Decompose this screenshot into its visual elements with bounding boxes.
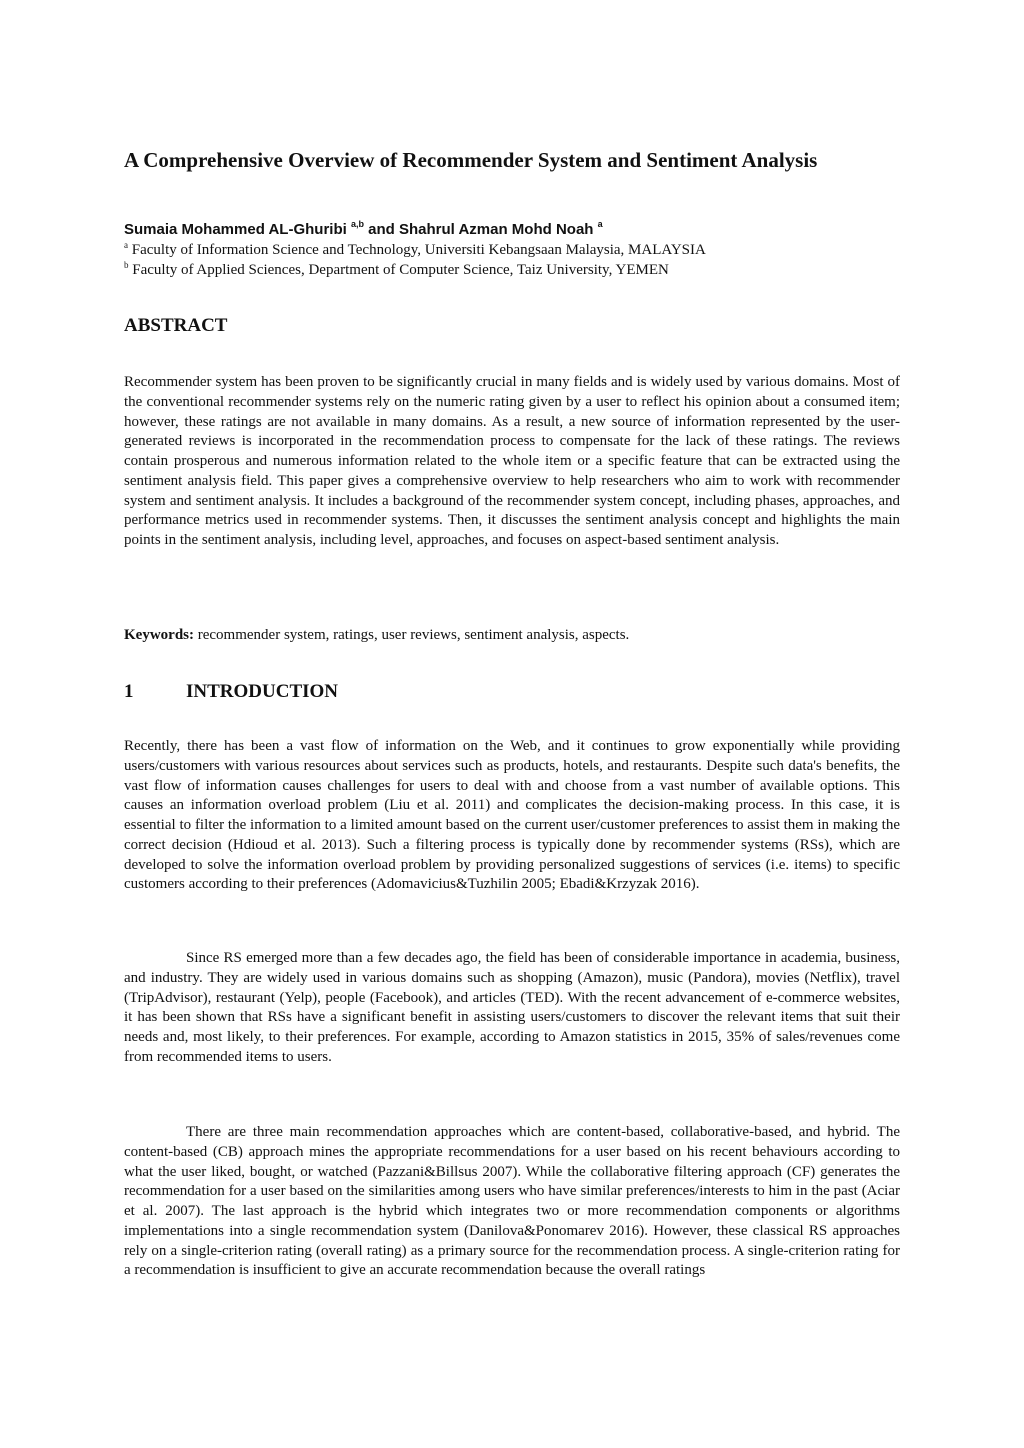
affiliation-mark: b bbox=[124, 260, 129, 270]
author-line bbox=[124, 220, 900, 240]
section-title: INTRODUCTION bbox=[186, 681, 339, 702]
author-name: Sumaia Mohammed AL-Ghuribi bbox=[124, 221, 347, 238]
body-paragraph: Recently, there has been a vast flow of information on the Web, and it continues to grow exponentially while providing users/customers with various resources about services such as products, hotels, and restaurants. Despite such data's benefits, the vast flow of information causes challenges for users to deal with and choose from a vast number of available options. This causes an information overload problem (Liu et al. 2011) and complicates the decision-making process. In this case, it is essential to filter the information to a limited amount based on the current user/customer preferences to assist them in making the correct decision (Hdioud et al. 2013). Such a filtering process is typically done by recommender systems (RSs), which are developed to solve the information overload problem by providing personalized suggestions of services (i.e. items) to specific customers according to their preferences (Adomavicius&Tuzhilin 2005; Ebadi&Krzyzak 2016). bbox=[124, 738, 900, 893]
section-number: 1 bbox=[124, 681, 134, 702]
author-joiner: and bbox=[368, 221, 395, 238]
section-heading bbox=[124, 680, 900, 704]
keywords-label: Keywords: bbox=[124, 627, 194, 643]
paper-title: A Comprehensive Overview of Recommender System and Sentiment Analysis bbox=[124, 148, 818, 172]
author-affil-mark: a bbox=[597, 219, 603, 229]
affiliation bbox=[124, 240, 900, 260]
affiliation-mark: a bbox=[124, 240, 128, 250]
author-name: Shahrul Azman Mohd Noah bbox=[399, 221, 594, 238]
body-paragraph: There are three main recommendation approaches which are content-based, collaborative-based, and hybrid. The content-based (CB) approach mines the appropriate recommendations for a user based on his recent behaviours according to what the user liked, bought, or watched (Pazzani&Billsus 2007). While the collaborative filtering approach (CF) generates the recommendation for a user based on the similarities among users who have similar preferences/interests to him in the past (Aciar et al. 2007). The last approach is the hybrid which integrates two or more recommendation components or algorithms implementations into a single recommendation system (Danilova&Ponomarev 2016). However, these classical RS approaches rely on a single-criterion rating (overall rating) as a primary source for the recommendation process. A single-criterion rating for a recommendation is insufficient to give an accurate recommendation because the overall ratings bbox=[124, 1124, 900, 1279]
author-affil-mark: a,b bbox=[350, 219, 364, 229]
keywords bbox=[124, 625, 900, 645]
keywords-text: recommender system, ratings, user reviews, sentiment analysis, aspects. bbox=[197, 627, 630, 643]
abstract-text: Recommender system has been proven to be significantly crucial in many fields and is widely used by various domains. Most of the conventional recommender systems rely on the numeric rating given by a user to reflect his opinion about a consumed item; however, these ratings are not available in many domains. As a result, a new source of information represented by the user-generated reviews is incorporated in the recommendation process to compensate for the lack of these ratings. The reviews contain prosperous and numerous information related to the whole item or a specific feature that can be extracted using the sentiment analysis field. This paper gives a comprehensive overview to help researchers who aim to work with recommender system and sentiment analysis. It includes a background of the recommender system concept, including phases, approaches, and performance metrics used in recommender systems. Then, it discusses the sentiment analysis concept and highlights the main points in the sentiment analysis, including level, approaches, and focuses on aspect-based sentiment analysis. bbox=[124, 374, 900, 548]
affiliation bbox=[124, 260, 900, 280]
affiliation-text: Faculty of Information Science and Technology, Universiti Kebangsaan Malaysia, MALAYSIA bbox=[131, 242, 706, 258]
body-paragraph: Since RS emerged more than a few decades ago, the field has been of considerable importance in academia, business, and industry. They are widely used in various domains such as shopping (Amazon), music (Pandora), movies (Netflix), travel (TripAdvisor), restaurant (Yelp), people (Facebook), and articles (TED). With the recent advancement of e-commerce websites, it has been shown that RSs have a significant benefit in assisting users/customers to discover the relevant items that suit their needs and, most likely, to their preferences. For example, according to Amazon statistics in 2015, 35% of sales/revenues come from recommended items to users. bbox=[124, 950, 900, 1065]
abstract-heading: ABSTRACT bbox=[124, 315, 228, 336]
affiliation-text: Faculty of Applied Sciences, Department of Computer Science, Taiz University, YEMEN bbox=[132, 262, 669, 278]
